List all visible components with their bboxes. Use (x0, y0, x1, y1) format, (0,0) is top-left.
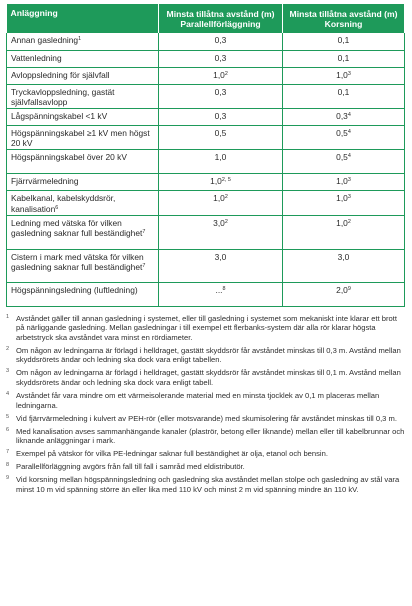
footnote (6, 391, 406, 410)
parallel-distance-cell (159, 282, 283, 306)
table-row (7, 33, 405, 50)
footnote-text: Parallellförläggning avgörs från fall till fall i samråd med eldistributör. (16, 462, 245, 472)
header-parallel-line2: Parallellförläggning (180, 18, 261, 29)
crossing-distance-cell (283, 67, 405, 84)
footnote (6, 427, 406, 446)
installation-cell (7, 33, 159, 50)
crossing-distance-cell (283, 33, 405, 50)
installation-cell (7, 282, 159, 306)
header-installation-label: Anläggning (10, 8, 58, 18)
crossing-distance-cell (283, 282, 405, 306)
footnote (6, 462, 406, 472)
installation-name: Högspänningskabel över 20 kV (11, 152, 127, 163)
table-body (7, 33, 405, 306)
installation-footnote-ref: 7 (142, 262, 146, 269)
crossing-distance-value: 0,1 (337, 52, 350, 63)
footnote-number: 4 (6, 391, 10, 398)
table-row (7, 191, 405, 215)
parallel-distance-cell (159, 125, 283, 149)
crossing-distance-cell (283, 108, 405, 125)
parallel-distance-value: 1,0 (214, 152, 227, 163)
installation-cell (7, 108, 159, 125)
parallel-distance-cell (159, 50, 283, 67)
header-parallel-line1: Minsta tillåtna avstånd (m) (166, 8, 275, 19)
footnote-number: 1 (6, 313, 10, 320)
crossing-distance-cell (283, 150, 405, 174)
installation-name: Tryckavloppsledning, gastät självfallsavlopp (11, 86, 115, 107)
table-row (7, 67, 405, 84)
parallel-footnote-ref: 2 (224, 70, 228, 77)
parallel-footnote-ref: 8 (222, 285, 226, 292)
header-crossing (283, 4, 405, 33)
footnote-number: 2 (6, 345, 10, 352)
installation-name: Högspänningsledning (luftledning) (11, 284, 138, 295)
table-row (7, 50, 405, 67)
crossing-footnote-ref: 4 (347, 128, 351, 135)
footnote-text: Om någon av ledningarna är förlagd i helldraget, gastätt skyddsrör får avståndet minskas till 0,1 m. Avstånd mellan skyddsrörets ändar och ledning ska dock vara enligt tabell. (16, 368, 401, 388)
crossing-distance-cell (283, 84, 405, 108)
crossing-distance-value: 2,0 (336, 284, 348, 295)
crossing-distance-value: 3,0 (337, 251, 350, 262)
parallel-distance-value: 1,0 (213, 69, 225, 80)
crossing-distance-value: 0,3 (336, 110, 348, 121)
parallel-distance-value: 0,5 (214, 127, 227, 138)
parallel-distance-value: 1,0 (210, 176, 222, 187)
footnote (6, 368, 406, 387)
installation-cell (7, 50, 159, 67)
parallel-distance-cell (159, 108, 283, 125)
header-crossing-line2: Korsning (324, 18, 363, 29)
footnotes (6, 314, 406, 495)
installation-name: Kabelkanal, kabelskyddsrör, kanalisation (11, 193, 116, 214)
header-parallel (159, 4, 283, 33)
footnote-number: 7 (6, 449, 10, 456)
crossing-distance-value: 1,0 (336, 193, 348, 204)
parallel-distance-cell (159, 215, 283, 249)
installation-name: Fjärrvärmeledning (11, 176, 79, 187)
footnote (6, 449, 406, 459)
installation-name: Ledning med vätska för vilken gasledning saknar full beständighet (11, 217, 143, 238)
installation-name: Cistern i mark med vätska för vilken gasledning saknar full beständighet (11, 251, 144, 272)
parallel-distance-value: 3,0 (214, 251, 227, 262)
crossing-distance-value: 0,5 (336, 127, 348, 138)
crossing-footnote-ref: 2 (347, 218, 351, 225)
installation-cell (7, 125, 159, 149)
footnote-text: Om någon av ledningarna är förlagd i helldraget, gastätt skyddsrör får avståndet minskas till 0,3 m. Avstånd mellan skyddsrörets ändar och ledning ska dock vara enligt tabellen. (16, 345, 401, 365)
footnote-text: Vid fjärrvärmeledning i kulvert av PEH-rör (eller motsvarande) med skumisolering får avståndet minskas till 0,3 m. (16, 413, 397, 423)
footnote-number: 9 (6, 475, 10, 482)
header-installation (7, 4, 159, 33)
crossing-footnote-ref: 3 (347, 194, 351, 201)
footnote (6, 314, 406, 343)
footnote-number: 6 (6, 426, 10, 433)
installation-name: Annan gasledning (11, 35, 79, 45)
installation-cell (7, 174, 159, 191)
parallel-distance-cell (159, 191, 283, 215)
table-row (7, 249, 405, 282)
footnote-number: 3 (6, 368, 10, 375)
header-crossing-line1: Minsta tillåtna avstånd (m) (289, 8, 398, 19)
parallel-distance-value: 0,3 (214, 110, 227, 121)
table-row (7, 174, 405, 191)
parallel-footnote-ref: 2 (224, 218, 228, 225)
crossing-footnote-ref: 3 (347, 70, 351, 77)
crossing-footnote-ref: 9 (347, 285, 351, 292)
footnote-text: Vid korsning mellan högspänningsledning och gasledning ska avståndet mellan stolpe och gasledning av stål vara minst 10 m vid spänning större än eller lika med 110 kV och minst 2 m vid spänning mindre än 110 kV. (16, 475, 400, 494)
footnote-text: Avståndet gäller till annan gasledning i systemet, eller till gasledning i systemet som mekaniskt inte klarar ett brott på närliggande gasledning. Mellan gasledningar i till exempel ett flerbanks-system där alla rör klarar högsta arbetstryck ska avståndet vara minst en rördiameter. (16, 313, 397, 342)
parallel-distance-cell (159, 150, 283, 174)
crossing-distance-value: 0,1 (337, 86, 350, 97)
crossing-distance-cell (283, 191, 405, 215)
installation-cell (7, 191, 159, 215)
footnote (6, 475, 406, 494)
installation-footnote-ref: 6 (55, 204, 59, 211)
crossing-distance-value: 1,0 (336, 176, 348, 187)
parallel-footnote-ref: 2, 5 (221, 177, 231, 184)
installation-footnote-ref: 7 (142, 228, 146, 235)
installation-cell (7, 84, 159, 108)
parallel-footnote-ref: 2 (224, 194, 228, 201)
parallel-distance-cell (159, 174, 283, 191)
table-header-row (7, 4, 405, 33)
installation-footnote-ref: 1 (78, 36, 82, 42)
parallel-distance-cell (159, 33, 283, 50)
crossing-distance-cell (283, 215, 405, 249)
parallel-distance-value: 1,0 (213, 193, 225, 204)
installation-name: Lågspänningskabel <1 kV (11, 110, 108, 121)
crossing-footnote-ref: 3 (347, 177, 351, 184)
installation-name: Vattenledning (11, 52, 62, 63)
installation-cell (7, 215, 159, 249)
crossing-distance-value: 0,5 (336, 152, 348, 163)
crossing-footnote-ref: 4 (347, 153, 351, 160)
footnote-text: Exempel på vätskor för vilka PE-ledningar saknar full beständighet är olja, etanol och bensin. (16, 449, 328, 459)
parallel-distance-cell (159, 84, 283, 108)
parallel-distance-cell (159, 249, 283, 282)
crossing-distance-value: 1,0 (336, 217, 348, 228)
footnote (6, 346, 406, 365)
table-row (7, 108, 405, 125)
crossing-distance-cell (283, 249, 405, 282)
installation-cell (7, 67, 159, 84)
footnote-text: Med kanalisation avses sammanhängande kanaler (plaströr, betong eller liknande) mellan eller till kabelbrunnar och liknande anläggningar i mark. (16, 426, 405, 446)
crossing-distance-cell (283, 125, 405, 149)
table-row (7, 215, 405, 249)
footnote-number: 8 (6, 462, 10, 469)
table-row (7, 150, 405, 174)
crossing-distance-value: 1,0 (336, 69, 348, 80)
installation-cell (7, 249, 159, 282)
distance-table (6, 4, 405, 307)
footnote (6, 414, 406, 424)
crossing-distance-cell (283, 50, 405, 67)
crossing-footnote-ref: 4 (347, 111, 351, 118)
installation-name: Högspänningskabel ≥1 kV men högst 20 kV (11, 127, 150, 149)
table-row (7, 84, 405, 108)
parallel-distance-value: ... (215, 284, 223, 295)
parallel-distance-value: 0,3 (214, 52, 227, 63)
table-row (7, 125, 405, 149)
crossing-distance-value: 0,1 (337, 35, 350, 45)
installation-name: Avloppsledning för självfall (11, 69, 110, 80)
table-row (7, 282, 405, 306)
installation-cell (7, 150, 159, 174)
crossing-distance-cell (283, 174, 405, 191)
parallel-distance-value: 3,0 (213, 217, 225, 228)
footnote-text: Avståndet får vara mindre om ett värmeisolerande material med en minsta tjocklek av 0,1 m placeras mellan ledningarna. (16, 391, 380, 410)
footnote-number: 5 (6, 413, 10, 420)
parallel-distance-value: 0,3 (214, 35, 227, 45)
parallel-distance-cell (159, 67, 283, 84)
parallel-distance-value: 0,3 (214, 86, 227, 97)
